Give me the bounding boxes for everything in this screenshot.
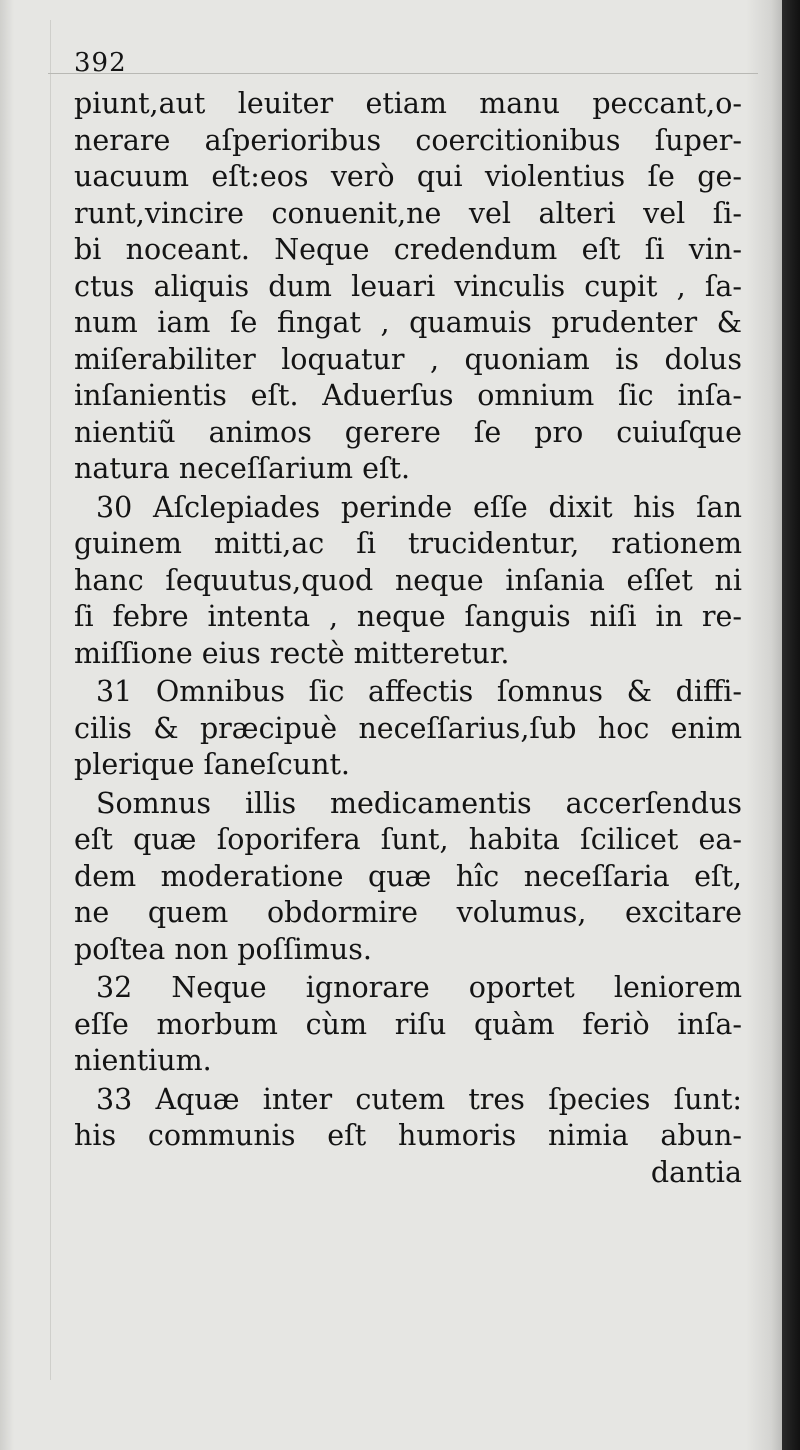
- paragraph-31-start: 31 Omnibus ſic affectis ſomnus & diffi-: [96, 675, 742, 708]
- text-line: cilis & præcipuè neceſſarius,ſub hoc enim: [74, 711, 742, 745]
- text-line: piunt,aut leuiter etiam manu peccant,o-: [74, 87, 742, 120]
- text-line: nientium.: [74, 1044, 212, 1077]
- paragraph-33-start: 33 Aquæ inter cutem tres ſpecies ſunt:: [96, 1082, 742, 1116]
- text-line: hanc ſequutus,quod neque inſania eſſet ni: [74, 563, 742, 597]
- text-line: miſerabiliter loquatur , quoniam is dolus: [74, 342, 742, 376]
- text-line: nientiũ animos gerere ſe pro cuiuſque: [74, 415, 742, 449]
- text-line: guinem mitti,ac ſi trucidentur, rationem: [74, 527, 742, 560]
- text-line: eſt quæ ſoporifera ſunt, habita ſcilicet ea-: [74, 823, 742, 856]
- text-line: his communis eſt humoris nimia abun-: [74, 1119, 742, 1152]
- paragraph-somnus-start: Somnus illis medicamentis accerſendus: [96, 786, 742, 820]
- frame-rule-left: [50, 20, 51, 1380]
- text-line: nerare aſperioribus coercitionibus ſuper-: [74, 123, 742, 157]
- page-number: 392: [74, 48, 127, 78]
- paragraph-30-start: 30 Aſclepiades perinde eſſe dixit his ſan: [96, 490, 742, 524]
- header-rule: [48, 73, 758, 74]
- page-gutter-shadow: [0, 0, 14, 1450]
- catchword: dantia: [650, 1155, 742, 1189]
- text-line: dem moderatione quæ hîc neceſſaria eſt,: [74, 859, 742, 893]
- text-line: eſſe morbum cùm riſu quàm feriò inſa-: [74, 1007, 742, 1041]
- text-line: ctus aliquis dum leuari vinculis cupit , ſa-: [74, 269, 742, 303]
- text-line: runt,vincire conuenit,ne vel alteri vel ſi-: [74, 196, 742, 230]
- text-line: plerique ſaneſcunt.: [74, 748, 350, 781]
- paragraph-32-start: 32 Neque ignorare oportet leniorem: [96, 971, 742, 1004]
- text-line: miſſione eius rectè mitteretur.: [74, 636, 510, 670]
- scan-border: [782, 0, 800, 1450]
- text-line: bi noceant. Neque credendum eſt ſi vin-: [74, 233, 742, 266]
- text-line: poſtea non poſſimus.: [74, 932, 372, 966]
- text-line: uacuum eſt:eos verò qui violentius ſe ge-: [74, 160, 742, 193]
- text-line: num iam ſe fingat , quamuis prudenter &: [74, 306, 742, 339]
- text-line: inſanientis eſt. Aduerſus omnium ſic inſa-: [74, 379, 742, 412]
- text-line: ſi febre intenta , neque ſanguis niſi in re-: [74, 600, 742, 633]
- page-edge-shadow: [746, 0, 782, 1450]
- body-text: [74, 86, 742, 1191]
- text-line: ne quem obdormire volumus, excitare: [74, 896, 742, 929]
- text-line: natura neceſſarium eſt.: [74, 452, 411, 485]
